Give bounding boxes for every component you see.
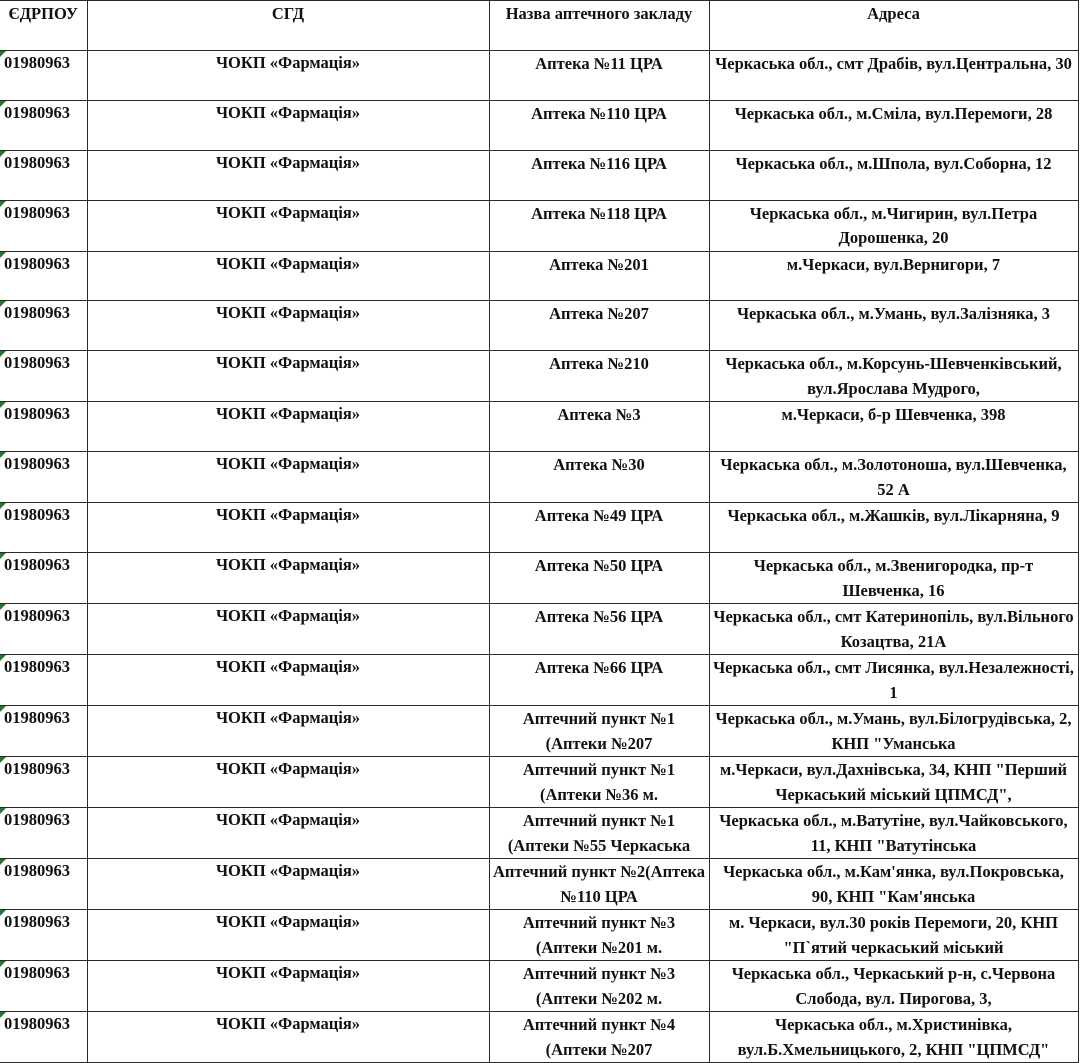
error-indicator-icon <box>0 101 6 107</box>
cell-sgd[interactable]: ЧОКП «Фармація» <box>87 100 489 150</box>
edrpou-value: 01980963 <box>4 657 70 677</box>
table-row[interactable] <box>0 200 1078 251</box>
cell-pharmacy-name[interactable] <box>489 655 709 706</box>
address-value: Черкаська обл., Черкаський р-н, с.Червона Слобода, вул. Пирогова, 3, <box>731 964 1056 1008</box>
pharmacy-name-value: Аптечний пункт №1 (Аптеки №36 м. <box>522 760 676 804</box>
cell-address[interactable] <box>709 604 1078 655</box>
cell-pharmacy-name[interactable] <box>489 251 709 301</box>
address-value: м.Черкаси, вул.Дахнівська, 34, КНП "Перший Черкаський міський ЦПМСД", <box>720 760 1067 804</box>
cell-edrpou[interactable] <box>0 50 87 100</box>
pharmacy-name-value: Аптека №66 ЦРА <box>534 658 664 678</box>
error-indicator-icon <box>0 452 6 458</box>
cell-pharmacy-name[interactable] <box>489 200 709 251</box>
edrpou-value: 01980963 <box>4 102 70 122</box>
table-row[interactable] <box>0 859 1078 910</box>
cell-sgd[interactable]: ЧОКП «Фармація» <box>87 351 489 402</box>
cell-address[interactable] <box>709 50 1078 100</box>
address-value: Черкаська обл., м.Умань, вул.Залізняка, 3 <box>736 304 1051 324</box>
pharmacy-name-value: Аптечний пункт №4 (Аптеки №207 <box>522 1015 676 1059</box>
cell-address[interactable] <box>709 503 1078 553</box>
pharmacy-name-value: Аптека №11 ЦРА <box>535 53 663 73</box>
cell-address[interactable] <box>709 452 1078 503</box>
edrpou-value: 01980963 <box>4 912 70 932</box>
table-row[interactable] <box>0 910 1078 961</box>
cell-edrpou[interactable] <box>0 452 87 503</box>
edrpou-value: 01980963 <box>4 606 70 626</box>
cell-pharmacy-name[interactable] <box>489 351 709 402</box>
cell-edrpou[interactable] <box>0 808 87 859</box>
cell-pharmacy-name[interactable] <box>489 402 709 452</box>
cell-edrpou[interactable] <box>0 503 87 553</box>
cell-sgd[interactable]: ЧОКП «Фармація» <box>87 150 489 200</box>
cell-edrpou[interactable] <box>0 100 87 150</box>
error-indicator-icon <box>0 151 6 157</box>
cell-sgd[interactable]: ЧОКП «Фармація» <box>87 452 489 503</box>
error-indicator-icon <box>0 553 6 559</box>
pharmacy-name-value: Аптечний пункт №2(Аптека №110 ЦРА <box>492 862 706 906</box>
error-indicator-icon <box>0 252 6 258</box>
pharmacy-name-value: Аптека №207 <box>549 304 649 324</box>
cell-edrpou[interactable] <box>0 910 87 961</box>
error-indicator-icon <box>0 503 6 509</box>
cell-sgd[interactable]: ЧОКП «Фармація» <box>87 808 489 859</box>
error-indicator-icon <box>0 859 6 865</box>
error-indicator-icon <box>0 604 6 610</box>
address-value: Черкаська обл., м.Христинівка, вул.Б.Хмельницького, 2, КНП "ЦПМСД" <box>737 1015 1050 1059</box>
cell-sgd[interactable]: ЧОКП «Фармація» <box>87 251 489 301</box>
cell-edrpou[interactable] <box>0 1012 87 1063</box>
cell-pharmacy-name[interactable] <box>489 100 709 150</box>
cell-pharmacy-name[interactable] <box>489 910 709 961</box>
cell-sgd[interactable]: ЧОКП «Фармація» <box>87 910 489 961</box>
cell-address[interactable] <box>709 757 1078 808</box>
cell-sgd[interactable]: ЧОКП «Фармація» <box>87 859 489 910</box>
pharmacy-name-value: Аптека №49 ЦРА <box>534 506 664 526</box>
header-edrpou: ЄДРПОУ <box>0 1 87 51</box>
cell-address[interactable] <box>709 859 1078 910</box>
address-value: м.Черкаси, вул.Вернигори, 7 <box>786 254 1001 274</box>
edrpou-value: 01980963 <box>4 555 70 575</box>
address-value: Черкаська обл., м.Корсунь-Шевченківський, вул.Ярослава Мудрого, <box>725 354 1062 398</box>
pharmacy-name-value: Аптека №3 <box>557 405 641 425</box>
pharmacy-name-value: Аптека №201 <box>549 254 649 274</box>
table-row[interactable] <box>0 961 1078 1012</box>
table-row[interactable] <box>0 50 1078 100</box>
pharmacy-name-value: Аптека №210 <box>549 354 649 374</box>
cell-address[interactable] <box>709 961 1078 1012</box>
cell-address[interactable] <box>709 808 1078 859</box>
cell-address[interactable] <box>709 706 1078 757</box>
cell-edrpou[interactable] <box>0 200 87 251</box>
edrpou-value: 01980963 <box>4 1014 70 1034</box>
error-indicator-icon <box>0 51 6 57</box>
address-value: Черкаська обл., м.Чигирин, вул.Петра Дорошенка, 20 <box>749 203 1038 248</box>
table-row[interactable] <box>0 604 1078 655</box>
pharmacy-name-value: Аптечний пункт №3 (Аптеки №201 м. <box>522 913 676 957</box>
cell-address[interactable] <box>709 655 1078 706</box>
cell-pharmacy-name[interactable] <box>489 301 709 351</box>
cell-address[interactable] <box>709 910 1078 961</box>
address-value: Черкаська обл., м.Звенигородка, пр-т Шевченка, 16 <box>753 556 1034 600</box>
cell-sgd[interactable]: ЧОКП «Фармація» <box>87 503 489 553</box>
table-body <box>0 50 1078 1062</box>
cell-pharmacy-name[interactable] <box>489 50 709 100</box>
cell-address[interactable] <box>709 402 1078 452</box>
error-indicator-icon <box>0 1012 6 1018</box>
table-row[interactable] <box>0 655 1078 706</box>
table-row[interactable] <box>0 553 1078 604</box>
error-indicator-icon <box>0 655 6 661</box>
cell-pharmacy-name[interactable] <box>489 859 709 910</box>
cell-pharmacy-name[interactable] <box>489 503 709 553</box>
cell-pharmacy-name[interactable] <box>489 150 709 200</box>
cell-sgd[interactable]: ЧОКП «Фармація» <box>87 961 489 1012</box>
error-indicator-icon <box>0 757 6 763</box>
edrpou-value: 01980963 <box>4 505 70 525</box>
address-value: Черкаська обл., смт Катеринопіль, вул.Вільного Козацтва, 21А <box>713 607 1074 651</box>
table-row[interactable] <box>0 251 1078 301</box>
cell-address[interactable] <box>709 100 1078 150</box>
cell-sgd[interactable]: ЧОКП «Фармація» <box>87 757 489 808</box>
table-row[interactable] <box>0 100 1078 150</box>
pharmacy-name-value: Аптечний пункт №1 (Аптеки №55 Черкаська <box>507 811 691 855</box>
address-value: Черкаська обл., м.Сміла, вул.Перемоги, 28 <box>734 103 1053 123</box>
cell-edrpou[interactable] <box>0 961 87 1012</box>
cell-edrpou[interactable] <box>0 402 87 452</box>
header-pharmacy-name: Назва аптечного закладу <box>489 1 709 51</box>
address-value: Черкаська обл., м.Шпола, вул.Соборна, 12 <box>735 153 1052 173</box>
cell-sgd[interactable]: ЧОКП «Фармація» <box>87 706 489 757</box>
table-row[interactable] <box>0 1012 1078 1063</box>
error-indicator-icon <box>0 351 6 357</box>
address-value: Черкаська обл., м.Умань, вул.Білогрудівська, 2, КНП "Уманська <box>715 709 1072 753</box>
cell-pharmacy-name[interactable] <box>489 961 709 1012</box>
cell-edrpou[interactable] <box>0 251 87 301</box>
edrpou-value: 01980963 <box>4 253 70 273</box>
cell-pharmacy-name[interactable] <box>489 604 709 655</box>
address-value: м.Черкаси, б-р Шевченка, 398 <box>781 405 1006 425</box>
cell-edrpou[interactable] <box>0 301 87 351</box>
cell-edrpou[interactable] <box>0 553 87 604</box>
edrpou-value: 01980963 <box>4 708 70 728</box>
edrpou-value: 01980963 <box>4 52 70 72</box>
error-indicator-icon <box>0 961 6 967</box>
cell-sgd[interactable]: ЧОКП «Фармація» <box>87 604 489 655</box>
pharmacy-name-value: Аптека №56 ЦРА <box>534 607 664 627</box>
pharmacy-name-value: Аптечний пункт №1 (Аптеки №207 <box>522 709 676 753</box>
cell-pharmacy-name[interactable] <box>489 706 709 757</box>
cell-address[interactable] <box>709 251 1078 301</box>
address-value: Черкаська обл., м.Ватутіне, вул.Чайковського, 11, КНП "Ватутінська <box>719 811 1068 855</box>
cell-sgd[interactable]: ЧОКП «Фармація» <box>87 553 489 604</box>
header-row <box>0 1 1078 51</box>
address-value: Черкаська обл., м.Жашків, вул.Лікарняна, 9 <box>727 506 1060 526</box>
pharmacy-name-value: Аптечний пункт №3 (Аптеки №202 м. <box>522 964 676 1008</box>
edrpou-value: 01980963 <box>4 810 70 830</box>
pharmacy-name-value: Аптека №50 ЦРА <box>534 556 664 576</box>
table-row[interactable] <box>0 706 1078 757</box>
table-row[interactable] <box>0 150 1078 200</box>
cell-edrpou[interactable] <box>0 351 87 402</box>
cell-sgd[interactable]: ЧОКП «Фармація» <box>87 200 489 251</box>
edrpou-value: 01980963 <box>4 404 70 424</box>
cell-edrpou[interactable] <box>0 706 87 757</box>
cell-pharmacy-name[interactable] <box>489 553 709 604</box>
cell-sgd[interactable]: ЧОКП «Фармація» <box>87 1012 489 1063</box>
cell-edrpou[interactable] <box>0 655 87 706</box>
cell-pharmacy-name[interactable] <box>489 808 709 859</box>
edrpou-value: 01980963 <box>4 861 70 881</box>
cell-address[interactable] <box>709 150 1078 200</box>
header-sgd: СГД <box>87 1 489 51</box>
pharmacy-name-value: Аптека №110 ЦРА <box>531 103 667 123</box>
pharmacy-name-value: Аптека №30 <box>553 455 645 475</box>
cell-sgd[interactable]: ЧОКП «Фармація» <box>87 301 489 351</box>
table-row[interactable] <box>0 301 1078 351</box>
address-value: Черкаська обл., м.Золотоноша, вул.Шевченка, 52 А <box>720 455 1067 499</box>
error-indicator-icon <box>0 706 6 712</box>
cell-edrpou[interactable] <box>0 859 87 910</box>
cell-edrpou[interactable] <box>0 757 87 808</box>
table-row[interactable] <box>0 808 1078 859</box>
error-indicator-icon <box>0 301 6 307</box>
cell-address[interactable] <box>709 351 1078 402</box>
pharmacy-name-value: Аптека №116 ЦРА <box>531 153 667 173</box>
edrpou-value: 01980963 <box>4 454 70 474</box>
edrpou-value: 01980963 <box>4 759 70 779</box>
edrpou-value: 01980963 <box>4 963 70 983</box>
table-row[interactable] <box>0 452 1078 503</box>
pharmacy-name-value: Аптека №118 ЦРА <box>531 203 667 223</box>
error-indicator-icon <box>0 910 6 916</box>
error-indicator-icon <box>0 201 6 207</box>
error-indicator-icon <box>0 402 6 408</box>
header-address: Адреса <box>709 1 1078 51</box>
edrpou-value: 01980963 <box>4 202 70 222</box>
cell-sgd[interactable]: ЧОКП «Фармація» <box>87 402 489 452</box>
address-value: Черкаська обл., смт Драбів, вул.Центральна, 30 <box>715 53 1072 73</box>
cell-sgd[interactable]: ЧОКП «Фармація» <box>87 50 489 100</box>
table-row[interactable] <box>0 402 1078 452</box>
edrpou-value: 01980963 <box>4 152 70 172</box>
cell-address[interactable] <box>709 200 1078 251</box>
cell-sgd[interactable]: ЧОКП «Фармація» <box>87 655 489 706</box>
address-value: м. Черкаси, вул.30 років Перемоги, 20, КНП "П`ятий черкаський міський <box>729 913 1058 957</box>
address-value: Черкаська обл., смт Лисянка, вул.Незалежності, 1 <box>713 658 1074 702</box>
table-row[interactable] <box>0 351 1078 402</box>
cell-edrpou[interactable] <box>0 604 87 655</box>
edrpou-value: 01980963 <box>4 353 70 373</box>
error-indicator-icon <box>0 808 6 814</box>
cell-pharmacy-name[interactable] <box>489 452 709 503</box>
cell-address[interactable] <box>709 1012 1078 1063</box>
address-value: Черкаська обл., м.Кам'янка, вул.Покровська, 90, КНП "Кам'янська <box>723 862 1064 906</box>
cell-address[interactable] <box>709 301 1078 351</box>
cell-address[interactable] <box>709 553 1078 604</box>
cell-edrpou[interactable] <box>0 150 87 200</box>
cell-pharmacy-name[interactable] <box>489 757 709 808</box>
edrpou-value: 01980963 <box>4 303 70 323</box>
cell-pharmacy-name[interactable] <box>489 1012 709 1063</box>
table-row[interactable] <box>0 503 1078 553</box>
table-row[interactable] <box>0 757 1078 808</box>
